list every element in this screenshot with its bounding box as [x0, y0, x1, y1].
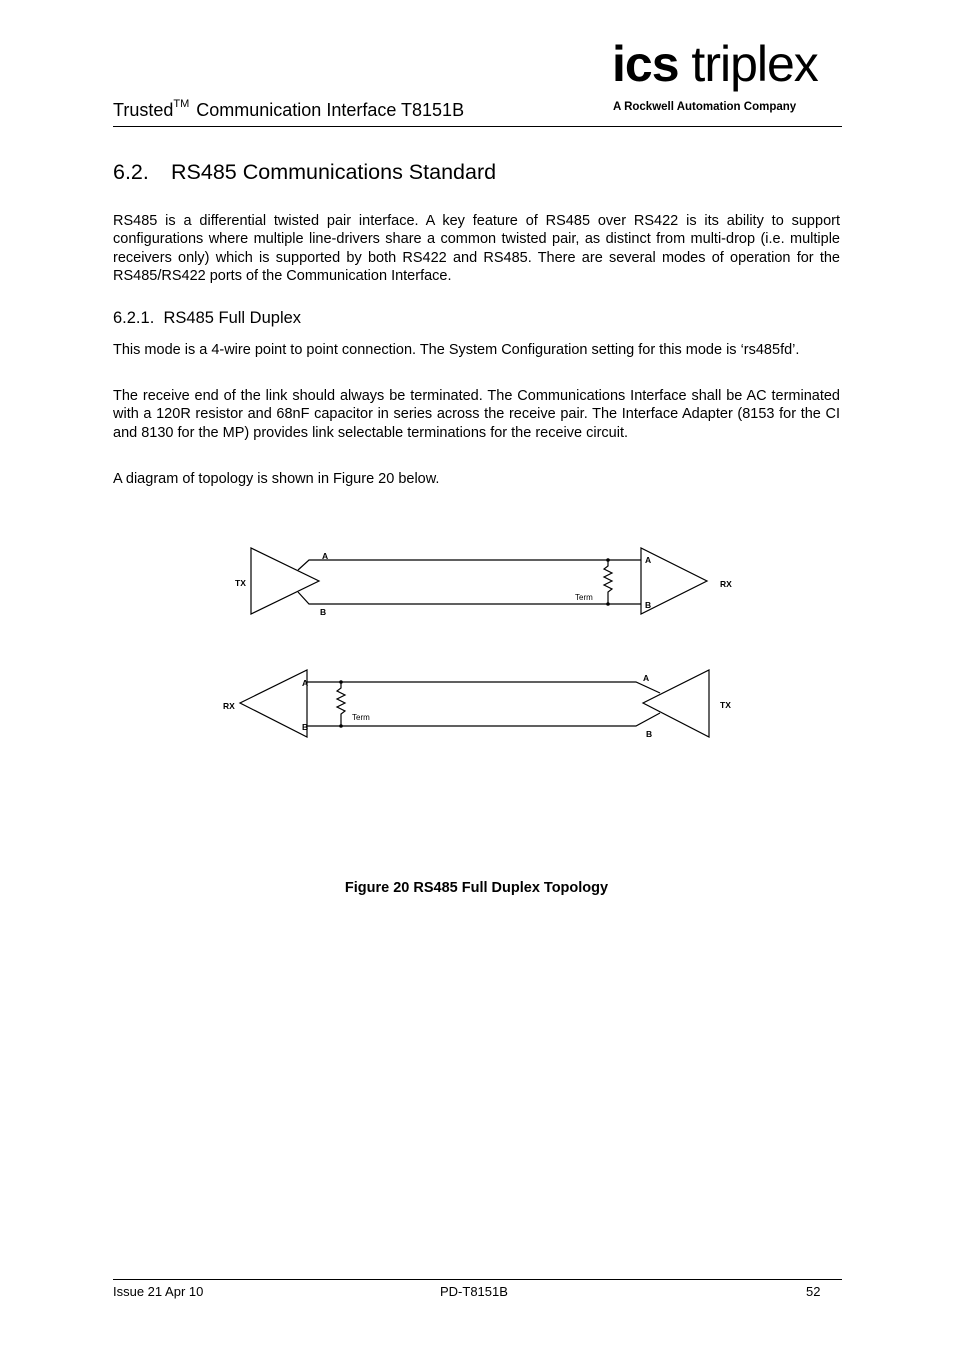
top-term-label: Term [575, 593, 593, 602]
bottom-tx-label: TX [720, 700, 731, 710]
section-title: RS485 Communications Standard [171, 160, 497, 184]
logo-light-text: triplex [691, 36, 818, 92]
title-prefix: Trusted [113, 100, 174, 120]
diagram-intro-paragraph: A diagram of topology is shown in Figure 20 below. [113, 471, 440, 487]
top-line-b [298, 592, 608, 604]
bottom-rx-label: RX [223, 701, 235, 711]
intro-paragraph: RS485 is a differential twisted pair interface. A key feature of RS485 over RS422 is its ability to support configurations where multiple line-drivers share a common twisted pair, as distinct from multi-drop (i.e. multiple receivers only) which is supported by both RS422 and RS485. There are several modes of operation for the RS485/RS422 ports of the Communication Interface. [113, 213, 840, 284]
top-line-a-label: A [322, 551, 329, 561]
subsection-number: 6.2.1. [113, 309, 155, 327]
footer-rule [113, 1279, 842, 1280]
top-rx-label: RX [720, 579, 732, 589]
logo-bold-text: ics [612, 36, 679, 92]
bottom-tx-driver [643, 670, 709, 737]
footer-page-number: 52 [806, 1284, 821, 1299]
logo-tagline: A Rockwell Automation Company [613, 101, 797, 113]
bottom-line-a-label: A [643, 673, 650, 683]
subsection-title: RS485 Full Duplex [163, 309, 302, 327]
bottom-rx-b-label: B [302, 722, 309, 732]
bottom-term-label: Term [352, 713, 370, 722]
bottom-line-b [341, 713, 660, 726]
bottom-line-a [341, 682, 660, 693]
figure-caption: Figure 20 RS485 Full Duplex Topology [344, 880, 609, 896]
mode-paragraph: This mode is a 4-wire point to point connection. The System Configuration setting for this mode is ‘rs485fd’. [113, 342, 800, 358]
bottom-line-b-label: B [646, 729, 653, 739]
top-line-b-label: B [320, 607, 327, 617]
footer-issue: Issue 21 Apr 10 [113, 1284, 204, 1299]
top-rx-b-label: B [645, 600, 652, 610]
top-rx-a-label: A [645, 555, 652, 565]
section-number: 6.2. [113, 160, 149, 184]
bottom-term-resistor [337, 682, 345, 726]
top-line-a [298, 560, 608, 570]
bottom-rx-a-label: A [302, 678, 309, 688]
trademark-mark: TM [173, 98, 190, 110]
termination-paragraph: The receive end of the link should always be terminated. The Communications Interface shall be AC terminated with a 120R resistor and 68nF capacitor in series across the receive pair. The Interface Adapter (8153 for the CI and 8130 for the MP) provides link selectable terminations for the receive circuit. [113, 388, 840, 441]
title-rest: Communication Interface T8151B [196, 100, 465, 120]
footer-doc-id: PD-T8151B [440, 1284, 508, 1299]
bottom-rx-receiver [240, 670, 307, 737]
top-term-resistor [604, 560, 612, 604]
top-tx-label: TX [235, 578, 246, 588]
